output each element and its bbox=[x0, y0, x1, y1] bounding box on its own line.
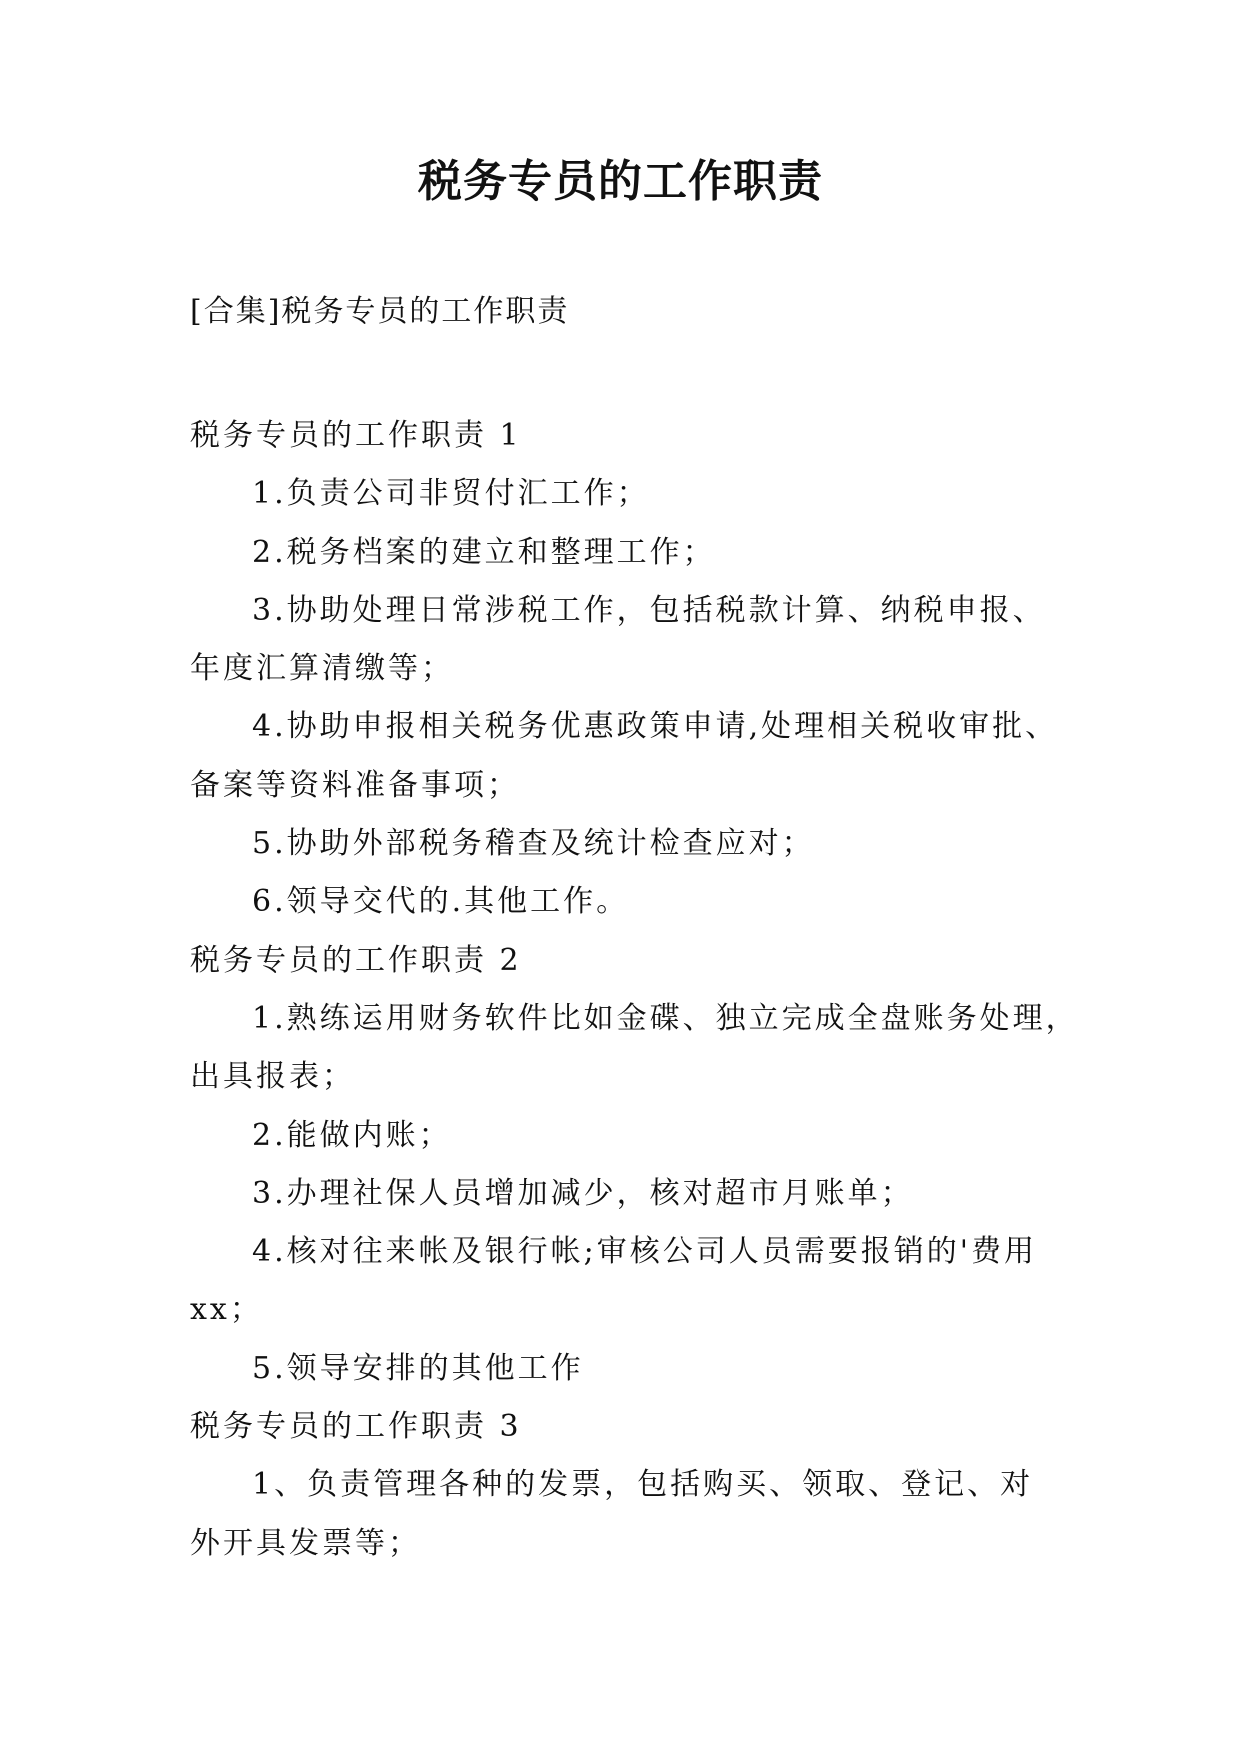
text-line: 外开具发票等； bbox=[190, 1525, 421, 1561]
text-line: 6.领导交代的.其他工作。 bbox=[252, 884, 630, 920]
section-heading: 税务专员的工作职责 3 bbox=[190, 1409, 522, 1445]
document-title: 税务专员的工作职责 bbox=[418, 156, 823, 207]
text-line: 1、负责管理各种的发票，包括购买、领取、登记、对 bbox=[252, 1467, 1034, 1503]
text-line: 4.协助申报相关税务优惠政策申请,处理相关税收审批、 bbox=[252, 709, 1059, 745]
document-body bbox=[190, 407, 1079, 1573]
text-line: 备案等资料准备事项； bbox=[190, 767, 520, 803]
text-line: 4.核对往来帐及银行帐;审核公司人员需要报销的'费用 bbox=[252, 1234, 1037, 1270]
text-line: 3.协助处理日常涉税工作，包括税款计算、纳税申报、 bbox=[252, 592, 1046, 628]
text-line: 3.办理社保人员增加减少，核对超市月账单； bbox=[252, 1175, 914, 1211]
text-line: 5.领导安排的其他工作 bbox=[252, 1350, 584, 1386]
text-line: 2.税务档案的建立和整理工作； bbox=[252, 534, 716, 570]
text-line: 1.熟练运用财务软件比如金碟、独立完成全盘账务处理， bbox=[252, 1000, 1079, 1036]
text-line: 出具报表； bbox=[190, 1059, 355, 1095]
text-line: xx； bbox=[190, 1292, 263, 1328]
text-line: 2.能做内账； bbox=[252, 1117, 452, 1153]
document-subtitle: [合集]税务专员的工作职责 bbox=[190, 294, 570, 329]
text-line: 年度汇算清缴等； bbox=[190, 651, 454, 687]
text-line: 1.负责公司非贸付汇工作； bbox=[252, 476, 650, 512]
text-line: 5.协助外部税务稽查及统计检查应对； bbox=[252, 826, 815, 862]
section-heading: 税务专员的工作职责 2 bbox=[190, 942, 522, 978]
section-heading: 税务专员的工作职责 1 bbox=[190, 418, 522, 453]
